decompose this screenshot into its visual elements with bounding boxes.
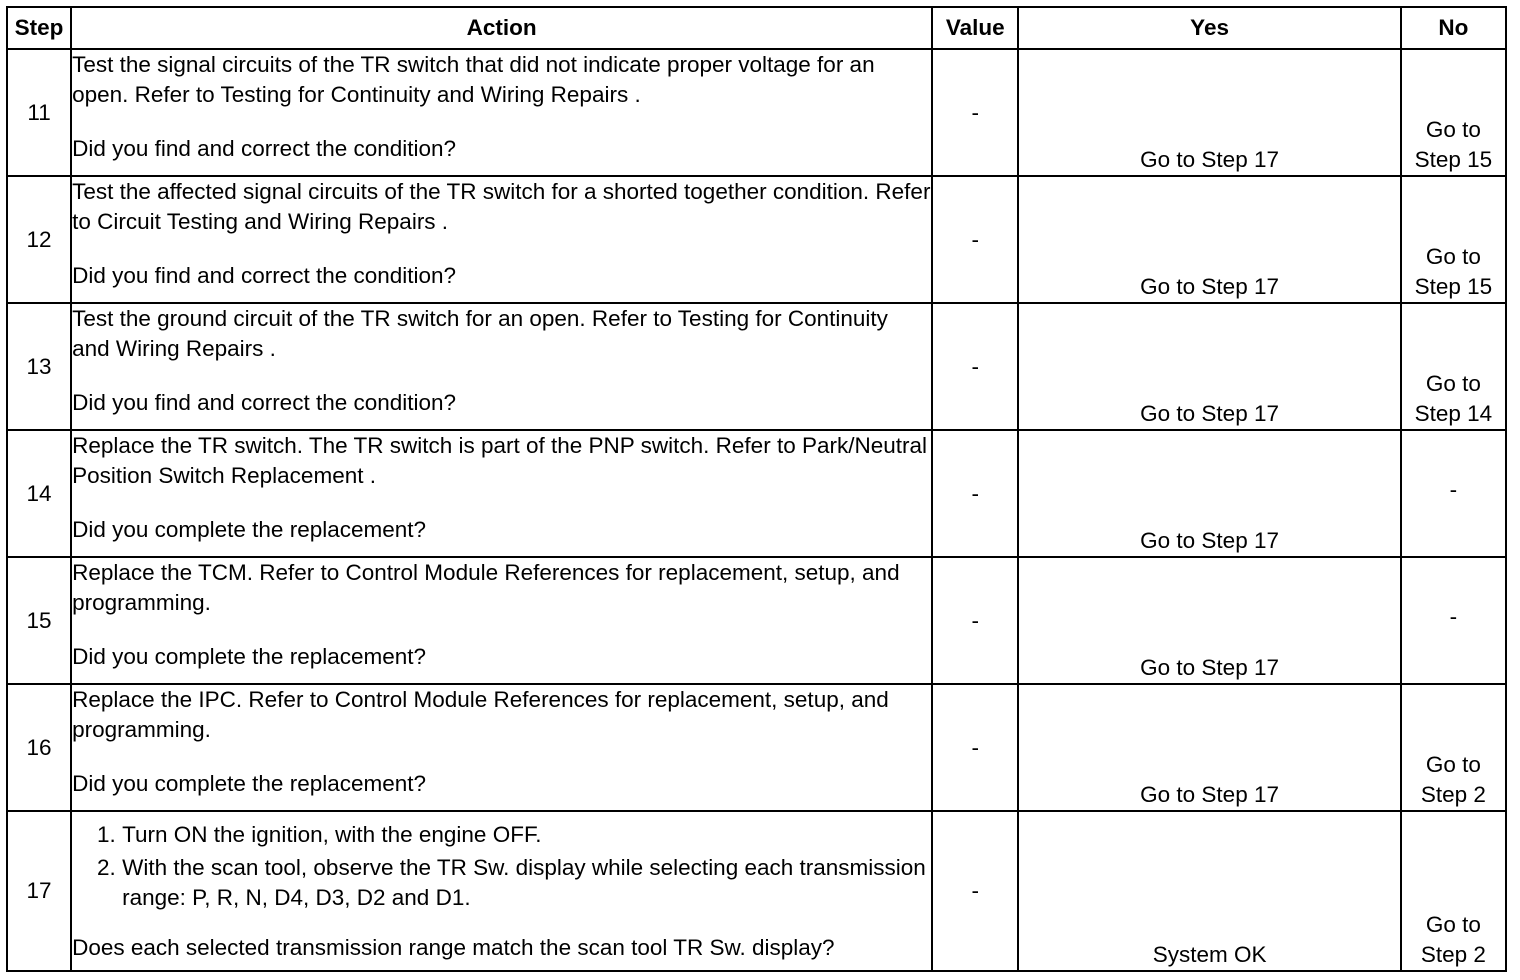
yes-cell: Go to Step 17 xyxy=(1018,557,1401,684)
value-cell: - xyxy=(932,557,1018,684)
action-step-item: 1. Turn ON the ignition, with the engine OFF. xyxy=(122,820,931,850)
no-cell-line: Step 2 xyxy=(1420,782,1486,807)
yes-cell: Go to Step 17 xyxy=(1018,303,1401,430)
no-cell-line: Go to xyxy=(1425,244,1481,269)
action-question: Does each selected transmission range match the scan tool TR Sw. display? xyxy=(72,935,835,960)
table-row xyxy=(7,49,1506,176)
diagnostic-table-container xyxy=(6,6,1507,972)
table-row xyxy=(7,811,1506,971)
no-cell-line: Step 2 xyxy=(1420,942,1486,967)
no-cell-line: Step 14 xyxy=(1414,401,1493,426)
no-cell-line: Go to xyxy=(1425,752,1481,777)
action-question: Did you find and correct the condition? xyxy=(72,263,457,288)
no-cell-line: Go to xyxy=(1425,912,1481,937)
action-question: Did you complete the replacement? xyxy=(72,771,427,796)
header-step: Step xyxy=(7,7,71,49)
action-cell xyxy=(71,430,932,557)
action-text: Replace the TCM. Refer to Control Module References for replacement, setup, and programming. xyxy=(72,560,900,615)
action-cell xyxy=(71,684,932,811)
value-cell: - xyxy=(932,811,1018,971)
no-cell-line: Go to xyxy=(1425,117,1481,142)
header-action: Action xyxy=(71,7,932,49)
no-cell: - xyxy=(1401,557,1506,684)
action-question: Did you complete the replacement? xyxy=(72,517,427,542)
action-cell xyxy=(71,303,932,430)
no-cell-line: Step 15 xyxy=(1414,147,1493,172)
action-text: Replace the IPC. Refer to Control Module References for replacement, setup, and programming. xyxy=(72,687,889,742)
yes-cell: Go to Step 17 xyxy=(1018,684,1401,811)
step-number: 11 xyxy=(7,49,71,176)
yes-cell: Go to Step 17 xyxy=(1018,176,1401,303)
step-number: 17 xyxy=(7,811,71,971)
step-number: 12 xyxy=(7,176,71,303)
table-row xyxy=(7,176,1506,303)
header-yes: Yes xyxy=(1018,7,1401,49)
action-text: Replace the TR switch. The TR switch is part of the PNP switch. Refer to Park/Neutral Position Switch Replacement . xyxy=(72,433,928,488)
action-text: Test the affected signal circuits of the TR switch for a shorted together condition. Refer to Circuit Testing and Wiring Repairs . xyxy=(72,179,931,234)
yes-cell: Go to Step 17 xyxy=(1018,430,1401,557)
no-cell xyxy=(1401,303,1506,430)
table-row xyxy=(7,684,1506,811)
table-row xyxy=(7,303,1506,430)
action-cell xyxy=(71,49,932,176)
no-cell: - xyxy=(1401,430,1506,557)
value-cell: - xyxy=(932,430,1018,557)
action-cell xyxy=(71,557,932,684)
action-question: Did you find and correct the condition? xyxy=(72,136,457,161)
diagnostic-table xyxy=(6,6,1507,972)
table-row xyxy=(7,430,1506,557)
header-no: No xyxy=(1401,7,1506,49)
no-cell-line: Step 15 xyxy=(1414,274,1493,299)
header-value: Value xyxy=(932,7,1018,49)
value-cell: - xyxy=(932,176,1018,303)
action-question: Did you find and correct the condition? xyxy=(72,390,457,415)
step-number: 16 xyxy=(7,684,71,811)
yes-cell: Go to Step 17 xyxy=(1018,49,1401,176)
no-cell xyxy=(1401,684,1506,811)
no-cell xyxy=(1401,811,1506,971)
action-question: Did you complete the replacement? xyxy=(72,644,427,669)
value-cell: - xyxy=(932,684,1018,811)
action-step-item: 2. With the scan tool, observe the TR Sw. display while selecting each transmission range: P, R, N, D4, D3, D2 and D1. xyxy=(122,853,931,913)
table-row xyxy=(7,557,1506,684)
value-cell: - xyxy=(932,49,1018,176)
action-cell xyxy=(71,176,932,303)
action-text: Test the signal circuits of the TR switch that did not indicate proper voltage for an open. Refer to Testing for Continuity and Wiring Repairs . xyxy=(72,52,875,107)
no-cell-line: Go to xyxy=(1425,371,1481,396)
yes-cell: System OK xyxy=(1018,811,1401,971)
action-cell xyxy=(71,811,932,971)
action-step-list xyxy=(72,820,931,913)
value-cell: - xyxy=(932,303,1018,430)
step-number: 13 xyxy=(7,303,71,430)
no-cell xyxy=(1401,176,1506,303)
step-number: 14 xyxy=(7,430,71,557)
action-text: Test the ground circuit of the TR switch for an open. Refer to Testing for Continuity and Wiring Repairs . xyxy=(72,306,888,361)
step-number: 15 xyxy=(7,557,71,684)
table-header-row xyxy=(7,7,1506,49)
no-cell xyxy=(1401,49,1506,176)
